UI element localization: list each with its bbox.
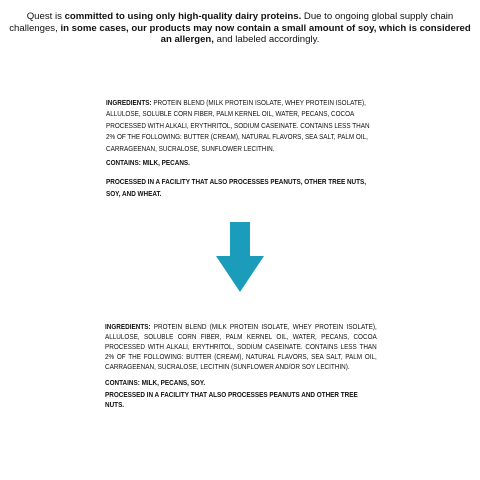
new-ingredients-heading: INGREDIENTS: — [105, 322, 151, 331]
notice-text-4: in some cases, our products may now contain a small amount of soy, which is considered an allergen, — [60, 22, 471, 45]
down-arrow-shape — [216, 222, 264, 292]
notice-text-2: committed to using only high-quality dairy proteins. — [64, 11, 302, 22]
old-facility-statement: PROCESSED IN A FACILITY THAT ALSO PROCESSES PEANUTS, OTHER TREE NUTS, SOY, AND WHEAT. — [106, 177, 367, 198]
old-contains-statement: CONTAINS: MILK, PECANS. — [106, 158, 190, 168]
old-ingredients-paragraph — [106, 97, 374, 154]
down-arrow-icon — [216, 222, 264, 292]
old-ingredients-heading: INGREDIENTS: — [106, 98, 152, 107]
old-ingredients-list: PROTEIN BLEND (MILK PROTEIN ISOLATE, WHEY PROTEIN ISOLATE), ALLULOSE, SOLUBLE CORN FIBER, PALM KERNEL OIL, WATER, PECANS, COCOA PROCESSED WITH ALKALI, ERYTHRITOL, SODIUM CASEINATE. CONTAINS LESS THAN 2% OF THE FOLLOWING: BUTTER (CREAM), NATURAL FLAVORS, SEA SALT, PALM OIL, CARRAGEENAN, SUCRALOSE, SUNFLOWER LECITHIN. — [106, 98, 370, 153]
new-ingredients-paragraph — [105, 322, 377, 372]
new-contains-statement: CONTAINS: MILK, PECANS, SOY. — [105, 378, 206, 387]
old-ingredients-label — [106, 97, 374, 199]
notice-text-3: Due to ongoing global supply chain challenges, — [9, 11, 454, 34]
new-ingredients-label — [105, 322, 377, 410]
new-facility-statement: PROCESSED IN A FACILITY THAT ALSO PROCESSES PEANUTS AND OTHER TREE NUTS. — [105, 390, 358, 409]
soy-notice — [6, 11, 474, 46]
notice-text-5: and labeled accordingly. — [213, 34, 320, 45]
notice-text-1: Quest is — [26, 11, 65, 22]
new-ingredients-list: PROTEIN BLEND (MILK PROTEIN ISOLATE, WHEY PROTEIN ISOLATE), ALLULOSE, SOLUBLE CORN FIBER, PALM KERNEL OIL, WATER, PECANS, COCOA PROCESSED WITH ALKALI, ERYTHRITOL, SODIUM CASEINATE. CONTAINS LESS THAN 2% OF THE FOLLOWING: BUTTER (CREAM), NATURAL FLAVORS, SEA SALT, PALM OIL, CARRAGEENAN, SUCRALOSE, LECITHIN (SUNFLOWER AND/OR SOY LECITHIN). — [105, 322, 377, 371]
